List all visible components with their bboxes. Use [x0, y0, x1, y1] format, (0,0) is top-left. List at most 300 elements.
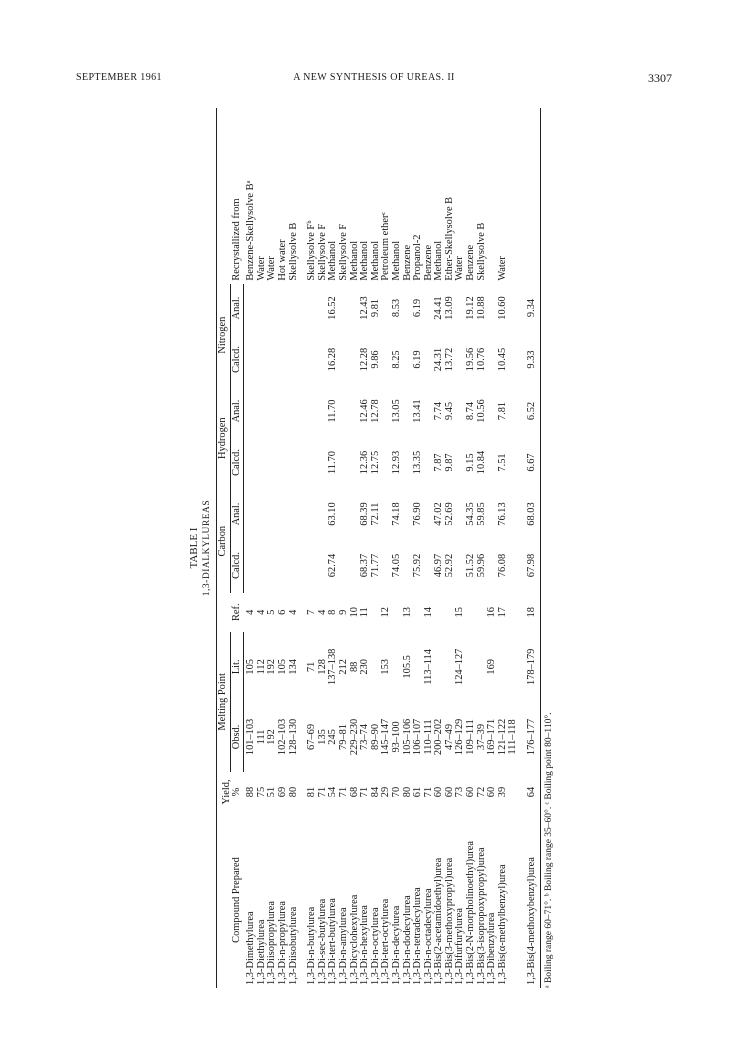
cell-ref: 11 — [359, 607, 371, 618]
col-yield: Yield, % — [217, 772, 244, 812]
cell-hydrogen-anal: 11.70 — [327, 399, 339, 423]
cell-yield: 72 — [475, 786, 487, 798]
cell-nitrogen-anal — [244, 284, 257, 333]
cell-compound: 1,3-Bis(2-acetamidoethyl)urea — [433, 857, 445, 985]
cell-hydrogen-anal — [244, 387, 257, 436]
cell-mp-lit: 153 — [380, 659, 392, 675]
cell-mp-obsd: 169–171 — [486, 718, 498, 756]
cell-carbon-anal: 59.85 — [475, 502, 487, 526]
cell-mp-obsd: 176–177 — [527, 702, 540, 772]
cell-nitrogen-anal: 13.09 — [443, 296, 455, 320]
cell-mp-obsd: 110–111 — [422, 719, 434, 755]
cell-hydrogen-anal — [289, 387, 300, 436]
cell-carbon-calcd — [289, 538, 300, 592]
cell-compound: 1,3-Di-n-propylurea — [276, 901, 288, 985]
cell-recrystallized: Skellysolve F — [337, 223, 349, 281]
cell-recrystallized: Water — [454, 256, 466, 281]
cell-hydrogen-calcd: 12.36 — [359, 450, 371, 475]
cell-carbon-calcd — [339, 538, 350, 592]
cell-compound: 1,3-Di-n-amylurea — [337, 907, 349, 985]
cell-compound: 1,3-Diisobutylurea — [287, 906, 299, 985]
cell-carbon-calcd: 46.97 — [433, 553, 445, 578]
cell-hydrogen-calcd — [289, 435, 300, 489]
cell-compound: 1,3-Di-n-tetradecylurea — [412, 887, 424, 985]
cell-ref: 17 — [496, 607, 508, 618]
cell-nitrogen-anal: 19.12 — [465, 296, 477, 320]
cell-hydrogen-anal: 12.46 — [359, 399, 371, 423]
cell-mp-obsd: 93–100 — [390, 721, 402, 753]
cell-ref — [508, 593, 519, 632]
cell-carbon-calcd — [267, 538, 278, 592]
cell-ref: 13 — [401, 607, 413, 618]
cell-mp-obsd: 89–90 — [369, 723, 381, 750]
cell-ref: 4 — [287, 609, 299, 615]
cell-compound: 1,3-Bis(3-methoxypropyl)urea — [443, 857, 455, 985]
cell-hydrogen-anal: 7.81 — [496, 401, 508, 421]
cell-mp-lit: 124–127 — [454, 648, 466, 685]
cell-carbon-anal: 68.39 — [359, 502, 371, 526]
cell-carbon-calcd: 59.96 — [475, 553, 487, 578]
rotated-table-block — [188, 108, 748, 988]
cell-hydrogen-calcd — [278, 435, 289, 489]
cell-mp-obsd: 109–111 — [465, 719, 477, 755]
cell-hydrogen-calcd — [339, 435, 350, 489]
cell-mp-lit: 212 — [337, 659, 349, 675]
running-head-title: A NEW SYNTHESIS OF UREAS. II — [293, 72, 455, 83]
cell-yield: 71 — [359, 786, 371, 798]
cell-compound: 1,3-Diethylurea — [255, 919, 267, 985]
cell-mp-lit: 137–138 — [327, 648, 339, 685]
cell-carbon-anal: 76.13 — [496, 502, 508, 526]
cell-hydrogen-anal: 12.78 — [369, 399, 381, 423]
cell-recrystallized: Benzene — [422, 244, 434, 281]
cell-hydrogen-anal: 6.52 — [527, 387, 540, 436]
cell-ref: 10 — [348, 607, 360, 618]
cell-hydrogen-calcd: 6.67 — [527, 435, 540, 489]
cell-carbon-anal — [339, 490, 350, 539]
col-nitrogen-anal: Anal. — [230, 284, 244, 333]
cell-mp-lit — [508, 632, 519, 702]
cell-nitrogen-calcd — [307, 332, 318, 386]
col-hydrogen: Hydrogen — [217, 387, 231, 490]
cell-carbon-calcd: 68.37 — [359, 553, 371, 578]
cell-recrystallized: Methanol — [359, 240, 371, 281]
cell-hydrogen-anal: 7.74 — [433, 401, 445, 421]
cell-mp-lit: 71 — [306, 661, 318, 673]
cell-ref: 4 — [244, 609, 256, 615]
cell-mp-obsd: 79–81 — [337, 723, 349, 750]
cell-ref: 9 — [337, 609, 349, 615]
cell-nitrogen-calcd — [289, 332, 300, 386]
cell-carbon-anal: 76.90 — [412, 502, 424, 526]
cell-recrystallized: Methanol — [369, 240, 381, 281]
table-body — [244, 108, 540, 988]
cell-hydrogen-anal — [257, 387, 268, 436]
cell-compound: 1,3-Bis(2-N-morpholinoethyl)urea — [465, 841, 477, 985]
cell-carbon-anal: 72.11 — [369, 502, 381, 526]
cell-hydrogen-anal — [307, 387, 318, 436]
cell-recrystallized: Skellysolve F — [316, 223, 328, 281]
cell-hydrogen-calcd: 11.70 — [327, 451, 339, 474]
table-row — [278, 108, 289, 988]
cell-hydrogen-calcd: 9.15 — [465, 453, 477, 472]
cell-hydrogen-calcd: 7.87 — [433, 453, 445, 472]
cell-nitrogen-calcd: 10.45 — [496, 347, 508, 372]
cell-yield: 71 — [337, 786, 349, 798]
cell-mp-obsd: 145–147 — [380, 718, 392, 756]
cell-nitrogen-calcd: 6.19 — [412, 350, 424, 369]
cell-recrystallized: Hot water — [276, 239, 288, 281]
table-subcaption: 1,3-DIALKYLUREAS — [202, 499, 212, 597]
cell-carbon-calcd: 71.77 — [369, 553, 381, 578]
cell-carbon-anal: 63.10 — [327, 502, 339, 526]
cell-yield: 71 — [316, 786, 328, 798]
cell-hydrogen-calcd: 9.87 — [443, 453, 455, 472]
cell-carbon-calcd — [508, 538, 519, 592]
cell-compound — [508, 812, 519, 988]
cell-carbon-anal — [267, 490, 278, 539]
cell-hydrogen-calcd: 12.93 — [390, 450, 402, 475]
running-header — [76, 72, 672, 88]
cell-ref: 16 — [486, 607, 498, 618]
cell-carbon-anal — [307, 490, 318, 539]
cell-nitrogen-calcd: 8.25 — [390, 350, 402, 369]
cell-yield: 60 — [465, 786, 477, 798]
cell-carbon-anal: 74.18 — [390, 502, 402, 526]
cell-recrystallized: Benzene-Skellysolve Bᵃ — [244, 180, 256, 281]
cell-compound: 1,3-Diisopropylurea — [266, 901, 278, 985]
cell-nitrogen-anal: 10.60 — [496, 296, 508, 320]
cell-ref — [392, 593, 403, 632]
cell-compound: 1,3-Dicyclohexylurea — [348, 894, 360, 985]
cell-nitrogen-anal: 9.34 — [527, 284, 540, 333]
cell-hydrogen-anal: 10.56 — [475, 399, 487, 423]
cell-ref: 18 — [527, 593, 540, 632]
cell-compound: 1,3-Di-tert-butylurea — [327, 898, 339, 985]
cell-yield: 39 — [496, 786, 508, 798]
cell-mp-lit — [434, 632, 445, 702]
cell-compound: 1,3-Bis(α-methylbenzyl)urea — [496, 864, 508, 985]
cell-hydrogen-calcd: 10.84 — [475, 450, 487, 475]
cell-ref: 14 — [422, 607, 434, 618]
cell-recrystallized: Benzene — [401, 244, 413, 281]
col-mp-lit: Lit. — [230, 632, 244, 702]
cell-nitrogen-anal — [267, 284, 278, 333]
spacer-cell — [519, 108, 527, 988]
cell-mp-lit: 128 — [316, 659, 328, 675]
table-row — [487, 108, 498, 988]
table-row — [318, 108, 329, 988]
cell-nitrogen-calcd: 9.86 — [369, 350, 381, 369]
cell-recrystallized: Skellysolve B — [475, 222, 487, 281]
dialkylureas-table — [216, 108, 541, 988]
cell-hydrogen-calcd — [508, 435, 519, 489]
page-number: 3307 — [648, 71, 672, 85]
table-row — [477, 108, 488, 988]
cell-nitrogen-anal — [339, 284, 350, 333]
cell-mp-obsd: 126–129 — [454, 718, 466, 756]
cell-hydrogen-calcd: 12.75 — [369, 450, 381, 475]
cell-hydrogen-anal — [508, 387, 519, 436]
cell-nitrogen-anal: 24.41 — [433, 296, 445, 320]
cell-recrystallized: Ether-Skellysolve B — [443, 196, 455, 281]
col-mp-obsd: Obsd. — [230, 702, 244, 772]
table-footnote: ᵃ Boiling range 60–71°. ᵇ Boiling range 35–60°. ᶜ Boiling point 80–110°. — [543, 712, 554, 988]
cell-yield: 29 — [380, 786, 392, 798]
cell-carbon-calcd: 75.92 — [412, 553, 424, 578]
table-row — [289, 108, 300, 988]
table-row — [424, 108, 435, 988]
col-nitrogen-calcd: Calcd. — [230, 332, 244, 386]
table-row — [498, 108, 509, 988]
table-row — [413, 108, 424, 988]
cell-mp-obsd: 67–69 — [306, 723, 318, 750]
cell-carbon-anal: 52.69 — [443, 502, 455, 526]
cell-hydrogen-anal: 13.41 — [412, 399, 424, 423]
cell-ref: 15 — [454, 607, 466, 618]
col-hydrogen-calcd: Calcd. — [230, 435, 244, 489]
cell-mp-lit: 230 — [359, 659, 371, 675]
cell-compound: 1,3-Bis(4-methoxybenzyl)urea — [527, 812, 540, 988]
cell-carbon-calcd: 74.05 — [390, 553, 402, 578]
cell-yield: 64 — [527, 772, 540, 812]
cell-yield: 75 — [255, 786, 267, 798]
cell-recrystallized: Methanol — [348, 240, 360, 281]
cell-nitrogen-calcd: 16.28 — [327, 347, 339, 372]
cell-mp-obsd: 200–202 — [433, 718, 445, 756]
cell-recrystallized: Water — [266, 256, 278, 281]
cell-recrystallized: Benzene — [465, 244, 477, 281]
cell-nitrogen-anal — [278, 284, 289, 333]
cell-recrystallized — [508, 108, 519, 284]
table-row — [244, 108, 257, 988]
cell-hydrogen-calcd — [307, 435, 318, 489]
cell-ref: 8 — [327, 609, 339, 615]
cell-carbon-calcd: 67.98 — [527, 538, 540, 592]
cell-carbon-anal — [244, 490, 257, 539]
cell-compound: 1,3-Di-sec-butylurea — [316, 898, 328, 985]
cell-carbon-anal — [278, 490, 289, 539]
col-melting-point: Melting Point — [217, 632, 231, 772]
cell-carbon-calcd: 51.52 — [465, 553, 477, 578]
col-hydrogen-anal: Anal. — [230, 387, 244, 436]
cell-ref: 4 — [316, 609, 328, 615]
table-row — [381, 108, 392, 988]
cell-nitrogen-calcd: 12.28 — [359, 347, 371, 372]
cell-mp-obsd: 121–122 — [496, 718, 508, 756]
cell-nitrogen-anal: 8.53 — [390, 298, 402, 318]
cell-ref — [466, 593, 477, 632]
cell-yield: 61 — [412, 786, 424, 798]
cell-compound: 1,3-Di-n-hexylurea — [359, 905, 371, 985]
cell-compound: 1,3-Di-n-decylurea — [390, 905, 402, 985]
cell-recrystallized: Water — [496, 256, 508, 281]
cell-ref: 4 — [255, 609, 267, 615]
cell-hydrogen-anal: 13.05 — [390, 399, 402, 423]
cell-mp-obsd: 73–74 — [359, 723, 371, 750]
col-carbon-anal: Anal. — [230, 490, 244, 539]
col-carbon-calcd: Calcd. — [230, 538, 244, 592]
table-row — [257, 108, 268, 988]
cell-mp-lit: 169 — [486, 659, 498, 675]
table-row — [350, 108, 361, 988]
cell-hydrogen-anal — [278, 387, 289, 436]
cell-nitrogen-anal: 6.19 — [412, 298, 424, 318]
cell-yield: 80 — [287, 786, 299, 798]
cell-compound: 1,3-Difurfurylurea — [454, 907, 466, 985]
cell-nitrogen-anal: 9.81 — [369, 298, 381, 318]
cell-nitrogen-calcd — [257, 332, 268, 386]
cell-carbon-anal: 47.02 — [433, 502, 445, 526]
cell-recrystallized: Methanol — [433, 240, 445, 281]
table-row — [392, 108, 403, 988]
cell-mp-obsd: 111–118 — [507, 719, 519, 755]
group-spacer — [519, 108, 527, 988]
cell-nitrogen-calcd — [244, 332, 257, 386]
cell-compound: 1,3-Di-n-octylurea — [369, 907, 381, 985]
cell-nitrogen-anal: 16.52 — [327, 296, 339, 320]
cell-nitrogen-calcd: 10.76 — [475, 347, 487, 372]
col-nitrogen: Nitrogen — [217, 284, 231, 387]
cell-compound: 1,3-Di-n-butylurea — [306, 906, 318, 985]
cell-yield: 81 — [306, 786, 318, 798]
cell-mp-obsd: 111 — [255, 729, 267, 745]
cell-carbon-anal — [508, 490, 519, 539]
cell-mp-lit: 178–179 — [527, 632, 540, 702]
cell-carbon-calcd — [278, 538, 289, 592]
cell-mp-obsd: 101–103 — [245, 718, 257, 756]
cell-compound: 1,3-Di-n-octadecylurea — [422, 888, 434, 985]
cell-mp-obsd: 229–230 — [348, 718, 360, 756]
cell-carbon-anal — [257, 490, 268, 539]
cell-hydrogen-anal: 8.74 — [465, 401, 477, 421]
cell-mp-obsd: 105–106 — [401, 718, 413, 756]
cell-nitrogen-calcd — [339, 332, 350, 386]
table-row — [508, 108, 519, 988]
cell-carbon-calcd — [244, 538, 257, 592]
table-row — [360, 108, 371, 988]
cell-nitrogen-anal — [307, 284, 318, 333]
cell-hydrogen-anal — [267, 387, 278, 436]
cell-compound: 1,3-Di-tert-octylurea — [380, 898, 392, 985]
cell-yield: 68 — [348, 786, 360, 798]
cell-compound: 1,3-Dimethylurea — [244, 911, 256, 985]
col-carbon: Carbon — [217, 490, 231, 593]
cell-nitrogen-calcd: 9.33 — [527, 332, 540, 386]
cell-carbon-calcd — [257, 538, 268, 592]
cell-nitrogen-calcd: 19.56 — [465, 347, 477, 372]
cell-mp-obsd: 106–107 — [412, 718, 424, 756]
cell-carbon-anal: 54.35 — [465, 502, 477, 526]
cell-recrystallized: Propanol-2 — [412, 234, 424, 281]
cell-mp-lit: 105 — [245, 659, 257, 675]
cell-mp-obsd: 135 — [316, 729, 328, 745]
cell-compound: 1,3-Dibenzylurea — [486, 912, 498, 985]
col-ref: Ref. — [217, 593, 244, 632]
cell-hydrogen-calcd — [244, 435, 257, 489]
cell-nitrogen-calcd: 13.72 — [443, 347, 455, 372]
cell-mp-obsd: 102–103 — [276, 718, 288, 756]
cell-ref: 12 — [380, 607, 392, 618]
cell-mp-obsd: 128–130 — [287, 718, 299, 756]
cell-recrystallized: Methanol — [327, 240, 339, 281]
cell-ref: 5 — [266, 609, 278, 615]
cell-carbon-anal: 68.03 — [527, 490, 540, 539]
cell-mp-lit — [498, 632, 509, 702]
cell-yield: 73 — [454, 786, 466, 798]
cell-mp-lit — [466, 632, 477, 702]
cell-recrystallized — [527, 108, 540, 284]
cell-nitrogen-calcd: 24.31 — [433, 347, 445, 372]
cell-recrystallized: Skellysolve B — [287, 222, 299, 281]
cell-yield: 84 — [369, 786, 381, 798]
cell-compound: 1,3-Bis(3-isopropoxypropyl)urea — [475, 847, 487, 985]
cell-yield: 60 — [433, 786, 445, 798]
cell-mp-obsd: 37–39 — [475, 723, 487, 750]
cell-nitrogen-anal: 12.43 — [359, 296, 371, 320]
cell-yield: 60 — [443, 786, 455, 798]
cell-yield: 69 — [276, 786, 288, 798]
cell-mp-lit: 112 — [255, 659, 267, 675]
cell-mp-obsd: 245 — [327, 729, 339, 745]
cell-nitrogen-calcd — [267, 332, 278, 386]
cell-recrystallized: Water — [255, 256, 267, 281]
cell-ref — [434, 593, 445, 632]
table-caption: TABLE I — [188, 527, 200, 569]
cell-nitrogen-anal — [257, 284, 268, 333]
cell-mp-lit: 113–114 — [422, 649, 434, 685]
table-row — [527, 108, 540, 988]
cell-yield: 60 — [486, 786, 498, 798]
cell-compound: 1,3-Di-n-dodecylurea — [401, 895, 413, 985]
cell-nitrogen-calcd — [278, 332, 289, 386]
cell-hydrogen-calcd — [267, 435, 278, 489]
cell-recrystallized: Skellysolve Fᵇ — [306, 220, 318, 281]
cell-yield — [508, 772, 519, 812]
cell-ref: 6 — [276, 609, 288, 615]
cell-yield: 80 — [401, 786, 413, 798]
cell-hydrogen-anal — [339, 387, 350, 436]
cell-mp-lit: 192 — [266, 659, 278, 675]
cell-nitrogen-anal — [289, 284, 300, 333]
cell-nitrogen-anal: 10.88 — [475, 296, 487, 320]
cell-mp-lit — [392, 632, 403, 702]
col-compound: Compound Prepared — [217, 812, 244, 988]
cell-hydrogen-calcd — [257, 435, 268, 489]
cell-mp-lit: 88 — [348, 661, 360, 673]
running-head-date: SEPTEMBER 1961 — [76, 72, 162, 83]
cell-nitrogen-anal — [508, 284, 519, 333]
cell-recrystallized: Petroleum etherᶜ — [380, 211, 392, 281]
cell-mp-lit: 134 — [287, 659, 299, 675]
cell-hydrogen-calcd: 13.35 — [412, 450, 424, 475]
cell-mp-obsd: 47–49 — [443, 723, 455, 750]
cell-yield: 70 — [390, 786, 402, 798]
cell-carbon-calcd — [307, 538, 318, 592]
cell-carbon-calcd: 76.08 — [496, 553, 508, 578]
table-row — [339, 108, 350, 988]
cell-mp-obsd: 192 — [266, 729, 278, 745]
cell-yield: 54 — [327, 786, 339, 798]
cell-yield: 51 — [266, 786, 278, 798]
cell-yield: 71 — [422, 786, 434, 798]
cell-hydrogen-calcd: 7.51 — [496, 453, 508, 472]
cell-ref: 7 — [306, 609, 318, 615]
cell-mp-lit: 105 — [276, 659, 288, 675]
cell-recrystallized: Methanol — [390, 240, 402, 281]
cell-carbon-calcd: 52.92 — [443, 553, 455, 578]
cell-carbon-anal — [289, 490, 300, 539]
